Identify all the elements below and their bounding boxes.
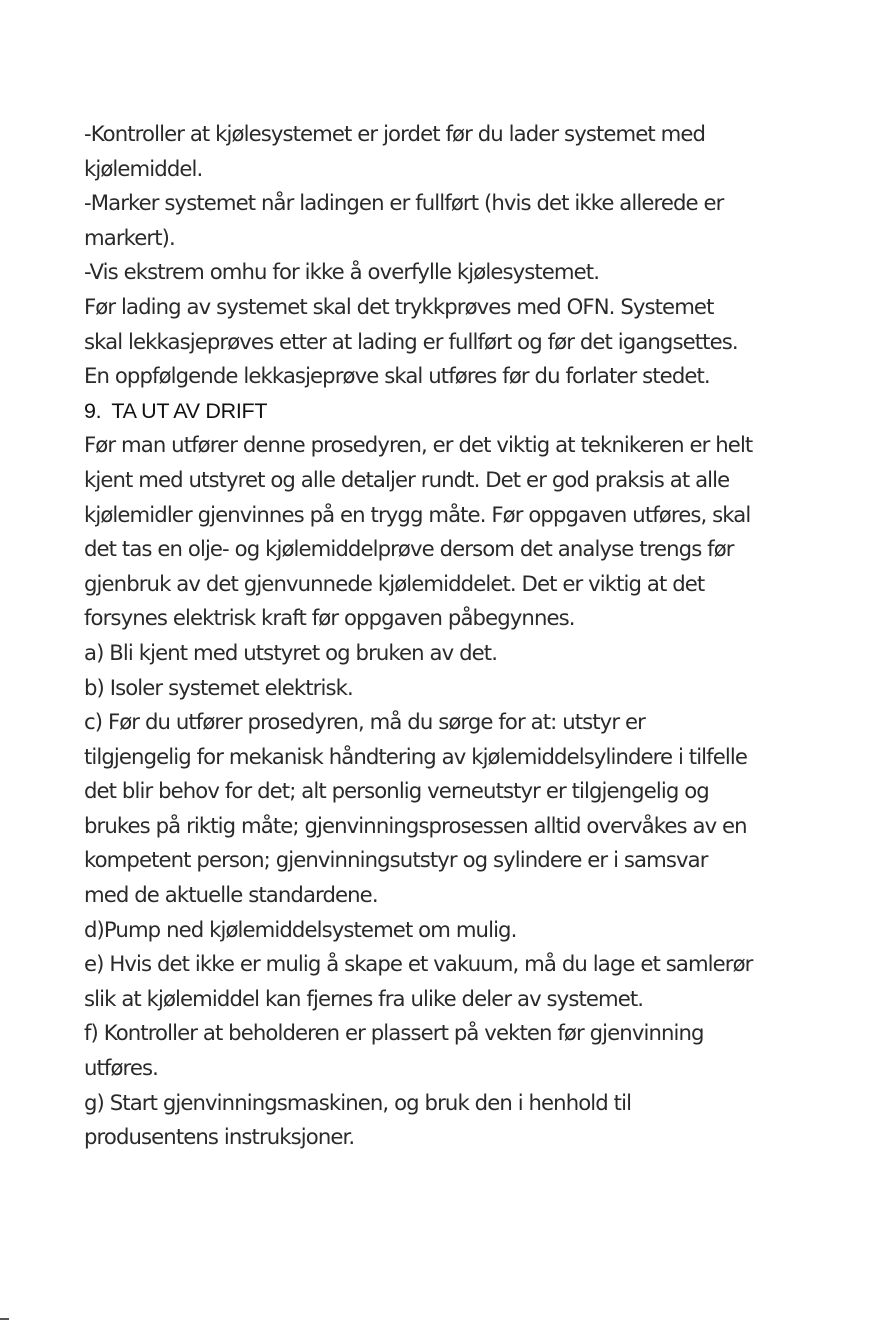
text-line: med de aktuelle standardene.: [84, 882, 378, 908]
text-line: kjent med utstyret og alle detaljer rundt. Det er god praksis at alle: [84, 466, 730, 492]
list-item-g: g) Start gjenvinningsmaskinen, og bruk den i henhold til: [84, 1089, 632, 1115]
list-item-c: c) Før du utfører prosedyren, må du sørge for at: utstyr er: [84, 709, 645, 735]
text-line: brukes på riktig måte; gjenvinningsprosessen alltid overvåkes av en: [84, 812, 747, 838]
text-line: -Kontroller at kjølesystemet er jordet før du lader systemet med: [84, 121, 706, 146]
text-line: skal lekkasjeprøves etter at lading er fullført og før det igangsettes.: [84, 328, 738, 354]
manual-page: [84, 117, 844, 1155]
section-title: TA UT AV DRIFT: [111, 398, 268, 423]
text-line: En oppfølgende lekkasjeprøve skal utføres før du forlater stedet.: [84, 363, 710, 389]
text-line: det tas en olje- og kjølemiddelprøve dersom det analyse trengs før: [84, 536, 734, 562]
section-heading: [84, 394, 844, 429]
text-line: -Vis ekstrem omhu for ikke å overfylle kjølesystemet.: [84, 259, 600, 285]
text-line: forsynes elektrisk kraft før oppgaven påbegynnes.: [84, 605, 575, 631]
text-line: det blir behov for det; alt personlig verneutstyr er tilgjengelig og: [84, 778, 709, 804]
list-item-b: b) Isoler systemet elektrisk.: [84, 674, 353, 700]
section-body: [84, 428, 844, 1154]
text-line: gjenbruk av det gjenvunnede kjølemiddelet. Det er viktig at det: [84, 570, 705, 596]
list-item-e: e) Hvis det ikke er mulig å skape et vakuum, må du lage et samlerør: [84, 951, 753, 977]
text-line: produsentens instruksjoner.: [84, 1124, 355, 1150]
list-item-a: a) Bli kjent med utstyret og bruken av det.: [84, 639, 498, 665]
intro-block: [84, 117, 844, 394]
section-number: 9.: [84, 398, 102, 423]
text-line: markert).: [84, 224, 175, 250]
text-line: kjølemiddel.: [84, 155, 203, 181]
page-edge-mark: [0, 1318, 9, 1320]
text-line: Før man utfører denne prosedyren, er det viktig at teknikeren er helt: [84, 432, 753, 458]
text-line: tilgjengelig for mekanisk håndtering av kjølemiddelsylindere i tilfelle: [84, 743, 747, 769]
text-line: slik at kjølemiddel kan fjernes fra ulike deler av systemet.: [84, 985, 644, 1011]
text-line: -Marker systemet når ladingen er fullført (hvis det ikke allerede er: [84, 190, 724, 216]
text-line: utføres.: [84, 1055, 159, 1081]
text-line: kjølemidler gjenvinnes på en trygg måte. Før oppgaven utføres, skal: [84, 501, 751, 527]
list-item-d: d)Pump ned kjølemiddelsystemet om mulig.: [84, 916, 517, 942]
text-line: kompetent person; gjenvinningsutstyr og sylindere er i samsvar: [84, 847, 708, 873]
text-line: Før lading av systemet skal det trykkprøves med OFN. Systemet: [84, 293, 714, 319]
list-item-f: f) Kontroller at beholderen er plassert på vekten før gjenvinning: [84, 1020, 704, 1046]
